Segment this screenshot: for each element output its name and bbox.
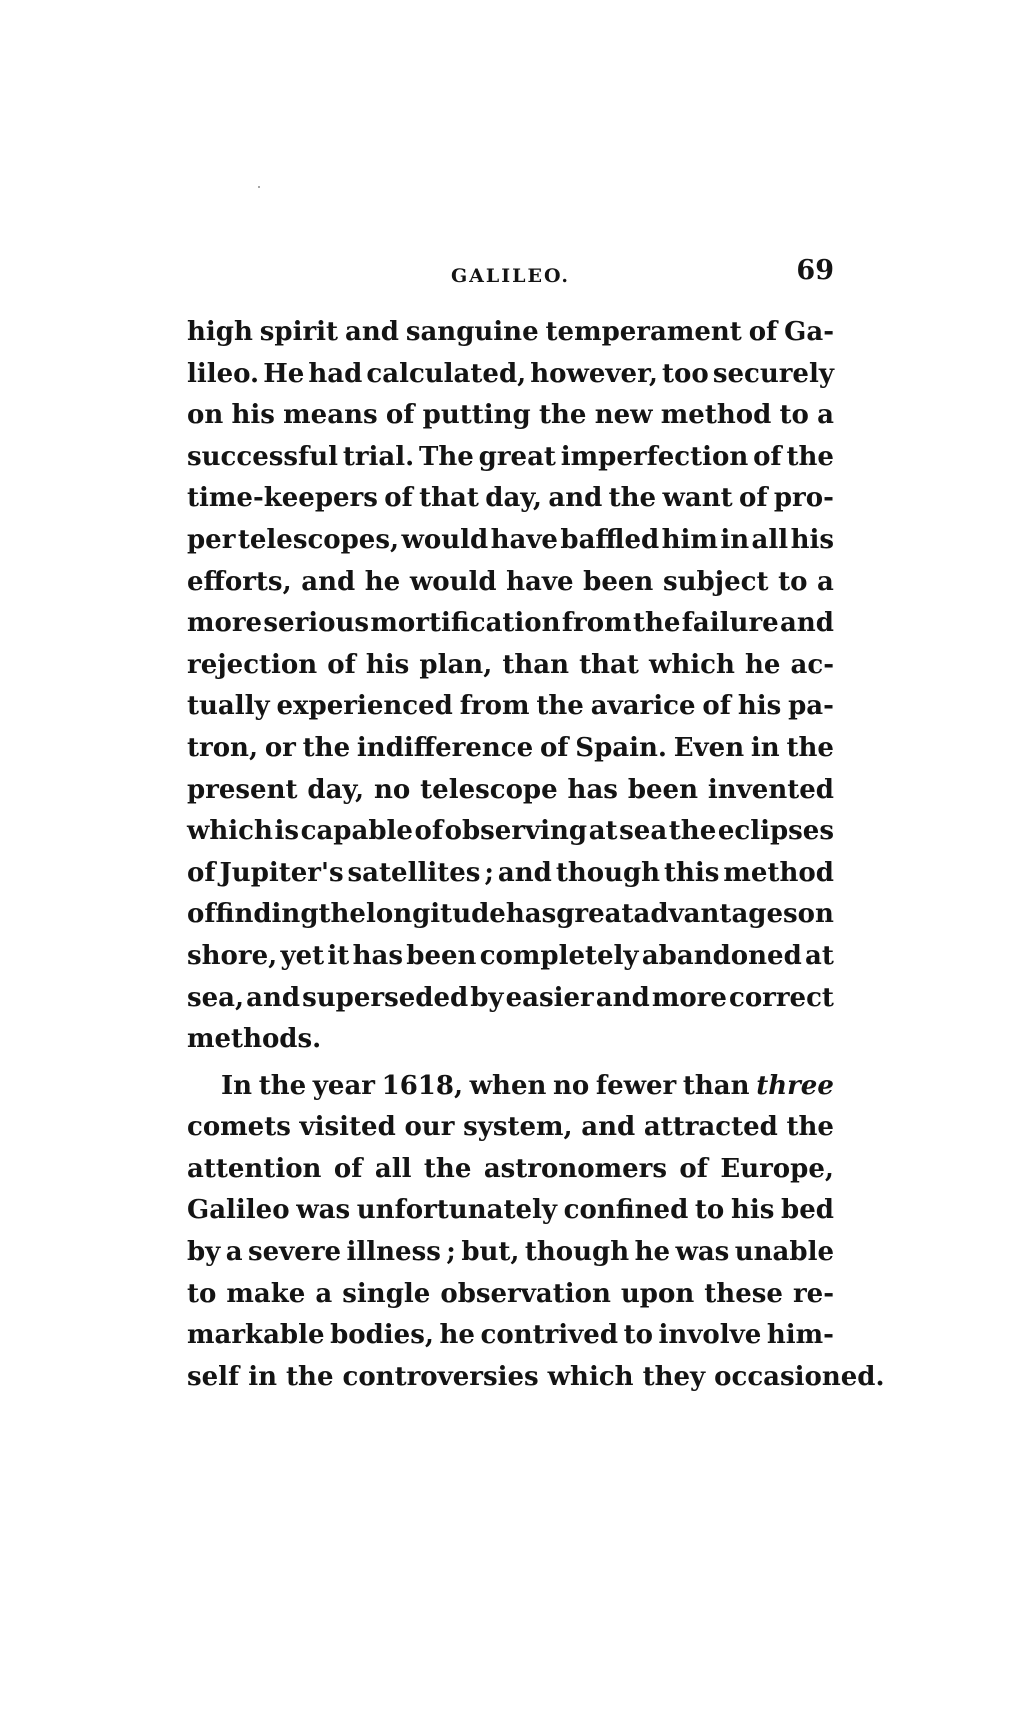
running-head: GALILEO. <box>450 265 571 287</box>
text-line: tually experienced from the avarice of his pa- <box>187 691 834 722</box>
text-line: tron, or the indifference of Spain. Even in the <box>187 732 834 763</box>
text-line: present day, no telescope has been invented <box>187 774 834 805</box>
page-number: 69 <box>796 255 834 286</box>
text-line: methods. <box>187 1024 322 1055</box>
text-line: shore, yet it has been completely abandoned at <box>187 940 834 971</box>
text-line: self in the controversies which they occasioned. <box>187 1361 885 1392</box>
text-line: time-keepers of that day, and the want of pro- <box>187 483 834 514</box>
text-line: lileo. He had calculated, however, too securely <box>187 358 834 389</box>
text-line: by a severe illness ; but, though he was unable <box>187 1237 834 1268</box>
text-line: which is capable of observing at sea the eclipses <box>187 816 834 847</box>
paragraph <box>187 312 834 1061</box>
text-line: markable bodies, he contrived to involve him- <box>187 1320 834 1351</box>
body-text <box>187 312 885 1398</box>
text-line: of Jupiter's satellites ; and though this method <box>187 857 834 888</box>
page-header <box>187 255 834 295</box>
text-line: sea, and superseded by easier and more correct <box>187 982 834 1013</box>
text-line: attention of all the astronomers of Europe, <box>187 1153 834 1184</box>
text-line: rejection of his plan, than that which he ac- <box>187 649 834 680</box>
paper-speck <box>258 186 260 188</box>
text-line: of finding the longitude has great advantages on <box>187 899 834 930</box>
paragraph <box>187 1066 885 1399</box>
text-line: successful trial. The great imperfection of the <box>187 441 834 472</box>
text-line: per telescopes, would have baffled him in all his <box>187 524 834 555</box>
text-line: high spirit and sanguine temperament of Ga- <box>187 317 834 347</box>
text-line: on his means of putting the new method to a <box>187 400 834 431</box>
text-line: comets visited our system, and attracted the <box>187 1112 834 1143</box>
text-line: efforts, and he would have been subject to a <box>187 566 834 597</box>
text-line: to make a single observation upon these re- <box>187 1278 834 1309</box>
text-line: Galileo was unfortunately confined to his bed <box>187 1195 834 1226</box>
text-line: In the year 1618, when no fewer than three <box>221 1070 834 1101</box>
text-line: more serious mortification from the failure and <box>187 608 834 639</box>
